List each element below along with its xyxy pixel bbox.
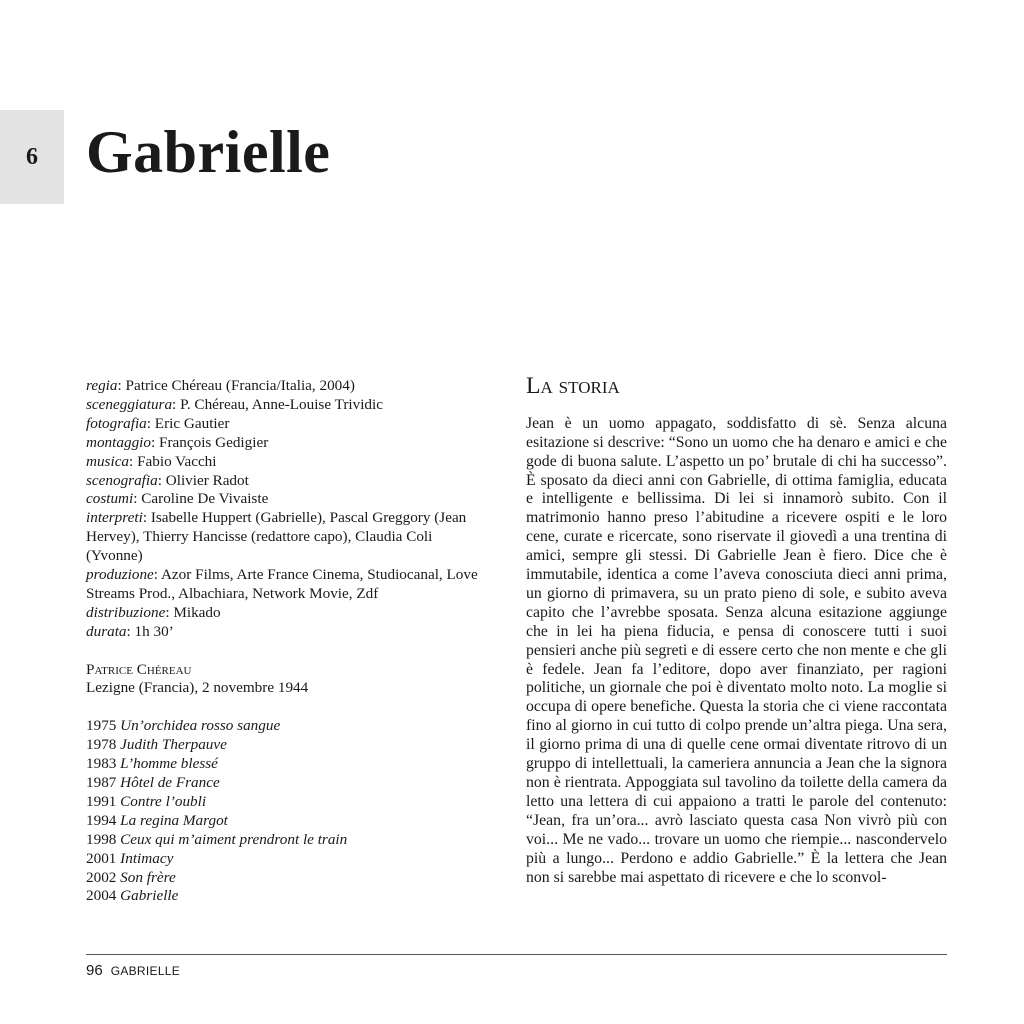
director-birth: Lezigne (Francia), 2 novembre 1944 [86,679,309,697]
film-year: 1978 [86,736,117,754]
credit-label: distribuzione [86,603,166,621]
credit-label: durata [86,622,127,640]
filmography-item [86,869,486,888]
footer-rule [86,954,947,955]
film-title: Ceux qui m’aiment prendront le train [120,830,348,848]
credit-line: costumi: Caroline De Vivaiste [86,490,269,508]
filmography-item [86,717,486,736]
film-title: Judith Therpauve [120,736,227,754]
credit-label: interpreti [86,509,143,527]
filmography-item [86,887,486,906]
film-year: 1987 [86,774,117,791]
filmography-item [86,774,486,793]
credit-value: Eric Gautier [154,414,230,432]
credit-value: P. Chéreau, Anne-Louise Trividic [180,395,383,413]
chapter-title: Gabrielle [86,119,331,185]
credit-label: scenografia [86,471,158,489]
chapter-number: 6 [26,143,38,170]
credit-label: musica [86,452,130,470]
credit-line: musica: Fabio Vacchi [86,452,217,470]
film-year: 1994 [86,811,117,829]
film-year: 1983 [86,755,117,773]
credit-value: Mikado [173,603,221,621]
page-footer [86,962,180,979]
filmography-item [86,850,486,869]
film-title: Intimacy [120,849,174,867]
story-section [526,373,947,887]
credit-label: fotografia [86,414,147,432]
film-year: 2004 [86,887,117,905]
film-title: La regina Margot [120,811,228,829]
credit-value: Caroline De Vivaiste [141,490,269,508]
page-number: 96 [86,962,103,979]
credit-value: Olivier Radot [165,471,249,489]
filmography-list [86,717,486,906]
director-name: Patrice Chéreau [86,660,192,678]
credit-value: Patrice Chéreau (Francia/Italia, 2004) [125,377,355,394]
running-title: GABRIELLE [110,964,181,978]
credit-line: sceneggiatura: P. Chéreau, Anne-Louise Trividic [86,395,383,413]
credit-line: produzione: Azor Films, Arte France Cinema, Studiocanal, Love Streams Prod., Albachiara, Network Movie, Zdf [86,566,478,602]
chapter-number-tab [0,110,64,204]
film-year: 2002 [86,868,117,886]
credit-value: 1h 30’ [134,622,174,640]
film-year: 1991 [86,792,117,810]
spacer [86,698,486,717]
credit-label: montaggio [86,433,151,451]
credit-value: Fabio Vacchi [137,452,217,470]
story-text: Jean è un uomo appagato, soddisfatto di sè. Senza alcuna esitazione si descrive: “Sono un uomo che ha denaro e amici e che gode di buona salute. L’aspetto un po’ brutale di chi ha successo”. È sposato da dieci anni con Gabrielle, di ottima famiglia, educata e intelligente e bellissima. Di lei si innamorò subito. Con il matrimonio hanno preso l’abitudine a ricevere ospiti e le loro cene, curate e ricercate, sono riservate il giovedì a una trentina di amici, sempre gli stessi. Di Gabrielle Jean è fiero. Dice che è immutabile, identica a come l’aveva conosciuta dieci anni prima, un giorno di primavera, su un prato pieno di sole, e subito aveva capito che l’avrebbe sposata. Senza alcuna esitazione aggiunge che in lei ha piena fiducia, e pensa di conoscere tutti i suoi pensieri anche più segreti e di essere certo che non mente e che gli è fedele. Jean fa l’editore, dopo aver finanziato, per ragioni politiche, un giornale che poi è diventato molto noto. La moglie si occupa di opere benefiche. Questa la storia che ci viene raccontata fino al giorno in cui tutto di colpo prende un’altra piega. Una sera, il giorno prima di una di quelle cene ormai diventate ritrovo di un gruppo di intellettuali, la cameriera annuncia a Jean che la signora non è rientrata. Appoggiata sul tavolino da toilette della camera da letto una lettera di cui appaiono a tratti le parole del contenuto: “Jean, fra un’ora... avrò lasciato questa casa Non vivrò più con voi... Me ne vado... trovare un uomo che riempie... nascondervelo più a lungo... Perdono e addio Gabrielle.” È la lettera che Jean non si sarebbe mai aspettato di ricevere e che lo sconvol- [526,414,947,886]
film-title: Gabrielle [120,887,179,905]
credit-line: regia: Patrice Chéreau (Francia/Italia, 2004) [86,377,355,394]
credit-label: regia [86,377,118,394]
credit-value: Azor Films, Arte France Cinema, Studiocanal, Love Streams Prod., Albachiara, Network Movie, Zdf [86,566,478,602]
film-title: L’homme blessé [120,755,218,773]
credit-label: produzione [86,566,154,584]
film-title: Un’orchidea rosso sangue [120,717,281,735]
credit-value: François Gedigier [159,433,269,451]
credit-line: fotografia: Eric Gautier [86,414,230,432]
credit-line: montaggio: François Gedigier [86,433,269,451]
film-credits [86,377,486,906]
spacer [86,642,486,661]
film-year: 2001 [86,849,117,867]
filmography-item [86,755,486,774]
credit-line: interpreti: Isabelle Huppert (Gabrielle), Pascal Greggory (Jean Hervey), Thierry Hancisse (redattore capo), Claudia Coli (Yvonne) [86,509,467,565]
credit-line: distribuzione: Mikado [86,603,221,621]
film-year: 1975 [86,717,117,735]
film-year: 1998 [86,830,117,848]
filmography-item [86,812,486,831]
film-title: Contre l’oubli [120,792,207,810]
story-heading: La storia [526,373,620,399]
filmography-item [86,793,486,812]
film-title: Son frère [120,868,176,886]
credit-label: sceneggiatura [86,395,173,413]
filmography-item [86,831,486,850]
filmography-item [86,736,486,755]
film-title: Hôtel de France [120,774,220,791]
credit-line: durata: 1h 30’ [86,622,174,640]
credit-value: Isabelle Huppert (Gabrielle), Pascal Greggory (Jean Hervey), Thierry Hancisse (redattore capo), Claudia Coli (Yvonne) [86,509,467,565]
credit-line: scenografia: Olivier Radot [86,471,249,489]
credit-label: costumi [86,490,134,508]
